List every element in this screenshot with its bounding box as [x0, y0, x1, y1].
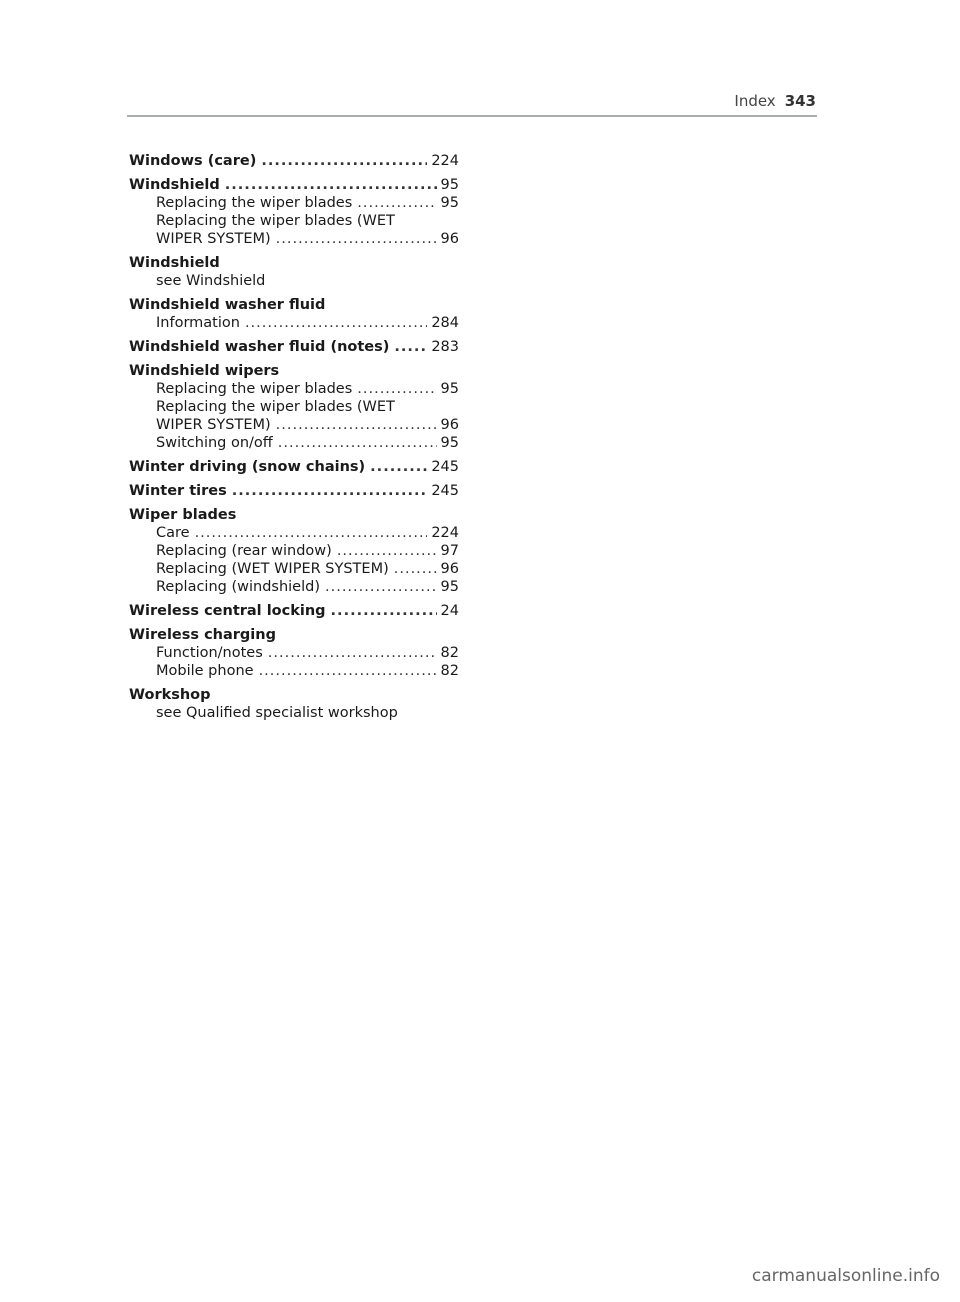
- index-page-ref[interactable]: 245: [431, 459, 459, 475]
- leader-dots: [357, 380, 436, 398]
- index-heading: [129, 176, 459, 194]
- index-subentry: [129, 578, 459, 596]
- leader-dots: [195, 524, 428, 542]
- section-label: Index: [734, 92, 776, 110]
- leader-dots: [276, 416, 437, 434]
- index-heading-label: Windshield: [129, 177, 220, 193]
- index-heading-label: Winter driving (snow chains): [129, 459, 366, 475]
- leader-dots: [259, 662, 437, 680]
- index-subentry-continuation: [129, 230, 459, 248]
- index-heading: [129, 362, 459, 380]
- index-subentry-label: see Windshield: [156, 273, 266, 289]
- leader-dots: [268, 644, 437, 662]
- index-page-ref[interactable]: 95: [440, 381, 459, 397]
- index-list: [129, 152, 459, 728]
- index-heading-label: Windshield wipers: [129, 363, 280, 379]
- leader-dots: [276, 230, 437, 248]
- index-subentry-label-cont: WIPER SYSTEM): [156, 417, 271, 433]
- index-subentry: [129, 434, 459, 452]
- index-entry: [129, 362, 459, 452]
- leader-dots: [261, 152, 427, 170]
- index-subentry-label: Replacing the wiper blades: [156, 381, 353, 397]
- index-subentry: [129, 314, 459, 332]
- index-subentry-label: Switching on/off: [156, 435, 273, 451]
- index-entry: [129, 602, 459, 620]
- index-heading: [129, 152, 459, 170]
- index-page-ref[interactable]: 245: [431, 483, 459, 499]
- index-subentry: [129, 524, 459, 542]
- index-subentry-label: Care: [156, 525, 190, 541]
- header-rule: [127, 115, 817, 117]
- index-heading-label: Windshield washer fluid: [129, 297, 326, 313]
- leader-dots: [225, 176, 437, 194]
- index-page-ref[interactable]: 95: [440, 435, 459, 451]
- index-subentry-label: Replacing (windshield): [156, 579, 320, 595]
- leader-dots: [394, 560, 437, 578]
- index-subentry-label: Information: [156, 315, 240, 331]
- leader-dots: [245, 314, 427, 332]
- index-subentry: [129, 398, 459, 416]
- index-subentry: [129, 272, 459, 290]
- page-number: 343: [784, 92, 816, 110]
- index-page-ref[interactable]: 95: [440, 195, 459, 211]
- index-page-ref[interactable]: 95: [440, 177, 459, 193]
- index-heading: [129, 506, 459, 524]
- index-heading-label: Wireless central locking: [129, 603, 326, 619]
- index-page-ref[interactable]: 283: [431, 339, 459, 355]
- index-heading: [129, 254, 459, 272]
- index-entry: [129, 152, 459, 170]
- leader-dots: [394, 338, 427, 356]
- index-subentry-label: Mobile phone: [156, 663, 254, 679]
- index-heading-label: Workshop: [129, 687, 211, 703]
- index-subentry-label: Replacing the wiper blades: [156, 195, 353, 211]
- index-heading: [129, 296, 459, 314]
- leader-dots: [232, 482, 428, 500]
- index-subentry-label: Replacing the wiper blades (WET: [156, 399, 395, 415]
- index-page-ref[interactable]: 284: [431, 315, 459, 331]
- index-entry: [129, 338, 459, 356]
- leader-dots: [331, 602, 437, 620]
- index-subentry-continuation: [129, 416, 459, 434]
- index-entry: [129, 482, 459, 500]
- index-page-ref[interactable]: 82: [440, 663, 459, 679]
- index-subentry: [129, 380, 459, 398]
- index-subentry-label: see Qualified specialist workshop: [156, 705, 398, 721]
- index-page-ref[interactable]: 96: [440, 231, 459, 247]
- index-subentry: [129, 644, 459, 662]
- index-heading-label: Winter tires: [129, 483, 227, 499]
- leader-dots: [370, 458, 427, 476]
- leader-dots: [325, 578, 437, 596]
- index-subentry: [129, 560, 459, 578]
- index-entry: [129, 176, 459, 248]
- page-header: [0, 92, 816, 110]
- index-page-ref[interactable]: 96: [440, 417, 459, 433]
- index-subentry-label: Replacing (rear window): [156, 543, 332, 559]
- index-entry: [129, 458, 459, 476]
- index-heading: [129, 602, 459, 620]
- index-page-ref[interactable]: 24: [440, 603, 459, 619]
- index-page-ref[interactable]: 224: [431, 525, 459, 541]
- leader-dots: [337, 542, 437, 560]
- index-entry: [129, 686, 459, 722]
- index-entry: [129, 254, 459, 290]
- index-heading: [129, 626, 459, 644]
- index-subentry: [129, 662, 459, 680]
- index-subentry-label: Replacing (WET WIPER SYSTEM): [156, 561, 389, 577]
- index-heading-label: Wireless charging: [129, 627, 276, 643]
- index-page-ref[interactable]: 96: [440, 561, 459, 577]
- index-subentry-label: Replacing the wiper blades (WET: [156, 213, 395, 229]
- index-heading-label: Windows (care): [129, 153, 257, 169]
- index-page-ref[interactable]: 97: [440, 543, 459, 559]
- index-page-ref[interactable]: 82: [440, 645, 459, 661]
- index-heading: [129, 458, 459, 476]
- index-heading: [129, 338, 459, 356]
- index-subentry: [129, 704, 459, 722]
- index-page-ref[interactable]: 224: [431, 153, 459, 169]
- index-heading-label: Windshield: [129, 255, 220, 271]
- index-heading-label: Wiper blades: [129, 507, 237, 523]
- index-page-ref[interactable]: 95: [440, 579, 459, 595]
- index-subentry-label-cont: WIPER SYSTEM): [156, 231, 271, 247]
- index-heading: [129, 686, 459, 704]
- watermark: carmanualsonline.info: [751, 1266, 940, 1286]
- leader-dots: [278, 434, 437, 452]
- index-subentry: [129, 194, 459, 212]
- index-subentry-label: Function/notes: [156, 645, 263, 661]
- leader-dots: [357, 194, 436, 212]
- index-entry: [129, 506, 459, 596]
- index-heading-label: Windshield washer fluid (notes): [129, 339, 390, 355]
- index-subentry: [129, 212, 459, 230]
- index-subentry: [129, 542, 459, 560]
- index-entry: [129, 296, 459, 332]
- index-entry: [129, 626, 459, 680]
- index-heading: [129, 482, 459, 500]
